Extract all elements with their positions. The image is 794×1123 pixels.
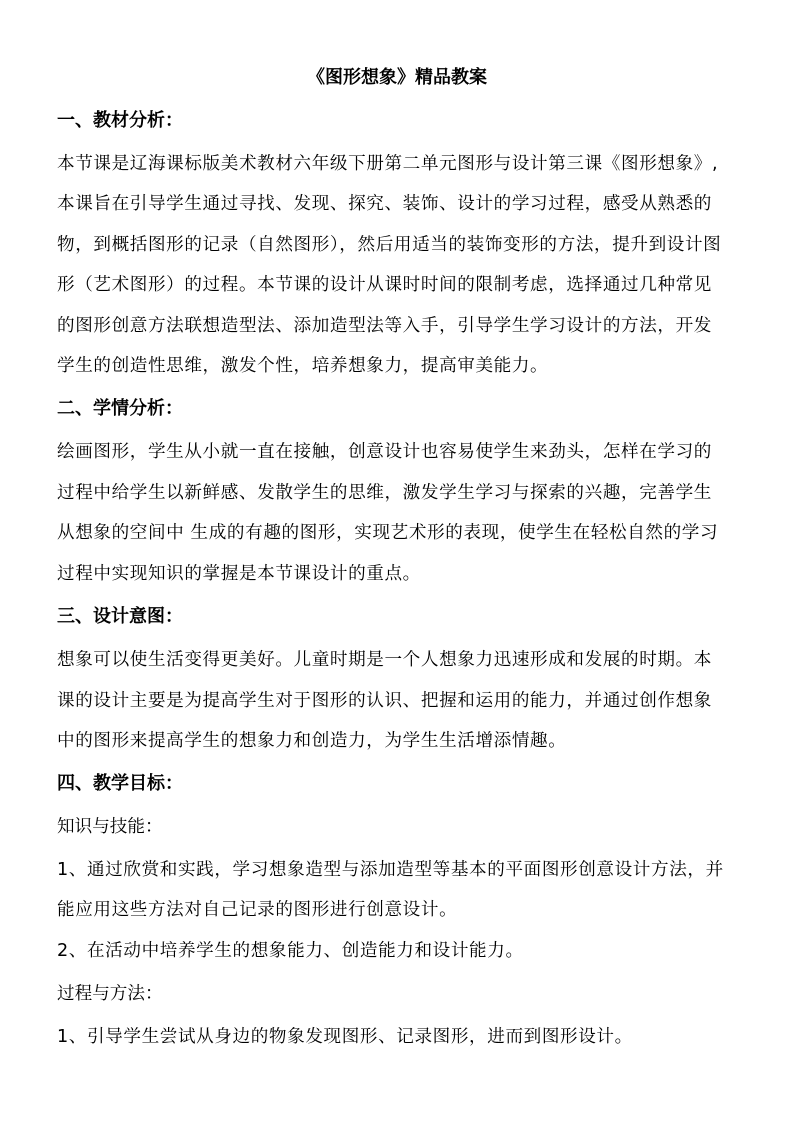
section-heading-student-analysis: 二、学情分析： — [57, 398, 183, 419]
list-item: 1、引导学生尝试从身边的物象发现图形、记录图形，进而到图形设计。 — [57, 1027, 633, 1047]
paragraph-line: 形（艺术图形）的过程。本节课的设计从课时时间的限制考虑，选择通过几种常见 — [57, 275, 712, 295]
paragraph-line: 的图形创意方法联想造型法、添加造型法等入手，引导学生学习设计的方法，开发 — [57, 316, 712, 336]
paragraph-line: 从想象的空间中 生成的有趣的图形，实现艺术形的表现，使学生在轻松自然的学习 — [57, 523, 719, 543]
paragraph-line: 课的设计主要是为提高学生对于图形的认识、把握和运用的能力，并通过创作想象 — [57, 691, 712, 711]
section-heading-design-intent: 三、设计意图： — [57, 606, 183, 627]
paragraph-line: 绘画图形，学生从小就一直在接触，创意设计也容易使学生来劲头，怎样在学习的 — [57, 442, 712, 462]
paragraph-line: 中的图形来提高学生的想象力和创造力，为学生生活增添情趣。 — [57, 731, 567, 751]
paragraph-line: 过程中给学生以新鲜感、发散学生的思维，激发学生学习与探索的兴趣，完善学生 — [57, 483, 712, 503]
paragraph-line: 过程中实现知识的掌握是本节课设计的重点。 — [57, 564, 421, 584]
section-heading-teaching-goals: 四、教学目标： — [57, 773, 183, 794]
list-item-continuation: 能应用这些方法对自己记录的图形进行创意设计。 — [57, 900, 458, 920]
paragraph-line: 本节课是辽海课标版美术教材六年级下册第二单元图形与设计第三课《图形想象》, — [57, 154, 719, 174]
paragraph-line: 想象可以使生活变得更美好。儿童时期是一个人想象力迅速形成和发展的时期。本 — [57, 650, 712, 670]
subheading-process-methods: 过程与方法： — [57, 984, 163, 1004]
paragraph-line: 本课旨在引导学生通过寻找、发现、探究、装饰、设计的学习过程，感受从熟悉的 — [57, 194, 712, 214]
list-item: 1、通过欣赏和实践，学习想象造型与添加造型等基本的平面图形创意设计方法，并 — [57, 860, 724, 880]
paragraph-line: 物，到概括图形的记录（自然图形），然后用适当的装饰变形的方法，提升到设计图 — [57, 235, 722, 255]
subheading-knowledge-skills: 知识与技能： — [57, 817, 163, 837]
paragraph-line: 学生的创造性思维，激发个性，培养想象力，提高审美能力。 — [57, 356, 549, 376]
document-title: 《图形想象》精品教案 — [307, 67, 487, 88]
list-item: 2、在活动中培养学生的想象能力、创造能力和设计能力。 — [57, 941, 524, 961]
section-heading-textbook-analysis: 一、教材分析： — [57, 110, 183, 131]
